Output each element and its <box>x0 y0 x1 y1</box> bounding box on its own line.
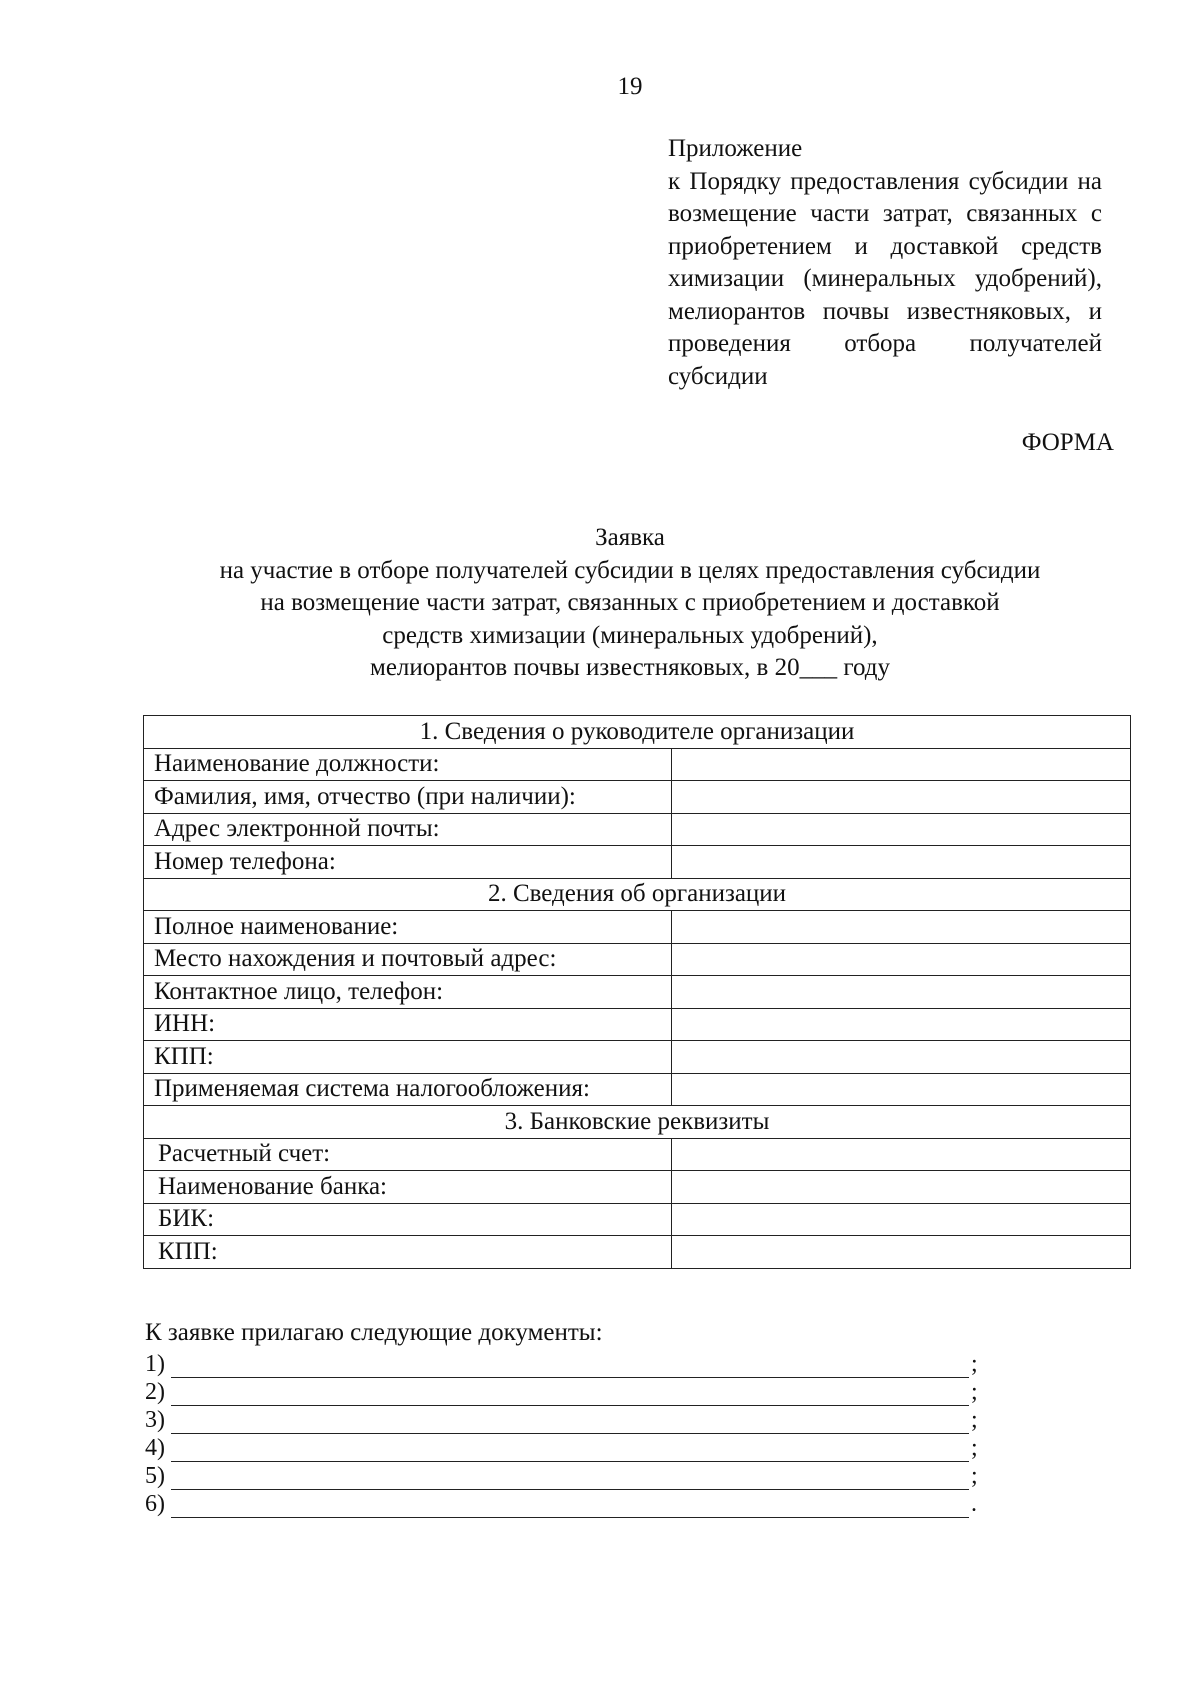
heading-line: мелиорантов почвы известняковых, в 20___ году <box>370 654 890 681</box>
attachment-item <box>145 1434 985 1462</box>
table-row <box>144 1203 1131 1236</box>
field-value-cell[interactable] <box>672 781 1131 814</box>
table-row <box>144 1041 1131 1074</box>
attachment-blank-line[interactable] <box>171 1355 969 1378</box>
section-header-row <box>144 716 1131 749</box>
table-row <box>144 748 1131 781</box>
table-row <box>144 943 1131 976</box>
attachment-number: 6) <box>145 1491 165 1517</box>
field-label: Фамилия, имя, отчество (при наличии): <box>144 781 672 814</box>
field-label: Расчетный счет: <box>144 1138 672 1171</box>
field-label: Наименование банка: <box>144 1171 672 1204</box>
attachment-end-mark: ; <box>971 1351 978 1377</box>
field-label: Полное наименование: <box>144 911 672 944</box>
attachment-number: 2) <box>145 1379 165 1405</box>
field-label: Номер телефона: <box>144 846 672 879</box>
field-label: Адрес электронной почты: <box>144 813 672 846</box>
table-row <box>144 976 1131 1009</box>
table-row <box>144 1138 1131 1171</box>
document-heading <box>140 522 1120 685</box>
table-row <box>144 1236 1131 1269</box>
field-value-cell[interactable] <box>672 976 1131 1009</box>
form-label: ФОРМА <box>1021 429 1114 456</box>
application-table <box>143 715 1131 1269</box>
attachments-list <box>145 1350 985 1518</box>
appendix-block <box>668 133 1102 393</box>
field-value-cell[interactable] <box>672 748 1131 781</box>
table-row <box>144 1008 1131 1041</box>
field-value-cell[interactable] <box>672 1203 1131 1236</box>
field-label: ИНН: <box>144 1008 672 1041</box>
field-label: БИК: <box>144 1203 672 1236</box>
section-header-row <box>144 1106 1131 1139</box>
field-label: Место нахождения и почтовый адрес: <box>144 943 672 976</box>
attachment-item <box>145 1378 985 1406</box>
field-value-cell[interactable] <box>672 846 1131 879</box>
table-row <box>144 846 1131 879</box>
field-value-cell[interactable] <box>672 1041 1131 1074</box>
attachment-item <box>145 1462 985 1490</box>
field-value-cell[interactable] <box>672 813 1131 846</box>
table-row <box>144 813 1131 846</box>
field-value-cell[interactable] <box>672 1171 1131 1204</box>
field-label: Наименование должности: <box>144 748 672 781</box>
attachment-end-mark: ; <box>971 1435 978 1461</box>
field-value-cell[interactable] <box>672 1008 1131 1041</box>
attachment-item <box>145 1350 985 1378</box>
field-value-cell[interactable] <box>672 1073 1131 1106</box>
attachment-end-mark: . <box>971 1491 977 1517</box>
attachment-item <box>145 1406 985 1434</box>
heading-line: средств химизации (минеральных удобрений), <box>382 621 878 649</box>
field-label: КПП: <box>144 1236 672 1269</box>
attachment-end-mark: ; <box>971 1407 978 1433</box>
attachment-blank-line[interactable] <box>171 1411 969 1434</box>
attachment-number: 5) <box>145 1463 165 1489</box>
field-value-cell[interactable] <box>672 1138 1131 1171</box>
attachment-end-mark: ; <box>971 1379 978 1405</box>
attachment-blank-line[interactable] <box>171 1439 969 1462</box>
field-value-cell[interactable] <box>672 1236 1131 1269</box>
field-label: КПП: <box>144 1041 672 1074</box>
section-title: 1. Сведения о руководителе организации <box>144 716 1131 749</box>
attachment-number: 3) <box>145 1407 165 1433</box>
attachment-number: 1) <box>145 1351 165 1377</box>
table-row <box>144 1073 1131 1106</box>
section-title: 3. Банковские реквизиты <box>144 1106 1131 1139</box>
heading-title: Заявка <box>595 524 665 551</box>
appendix-body: к Порядку предоставления субсидии на возмещение части затрат, связанных с приобретением и доставкой средств химизации (минеральных удобрений), мелиорантов почвы известняковых, и проведения отбора получателей субсидии <box>668 167 1102 390</box>
appendix-title: Приложение <box>668 135 803 162</box>
field-value-cell[interactable] <box>672 911 1131 944</box>
page-number: 19 <box>617 73 643 100</box>
attachments-title: К заявке прилагаю следующие документы: <box>145 1319 603 1346</box>
table-row <box>144 1171 1131 1204</box>
table-row <box>144 911 1131 944</box>
attachment-end-mark: ; <box>971 1463 978 1489</box>
attachment-item <box>145 1490 985 1518</box>
heading-line: на возмещение части затрат, связанных с приобретением и доставкой <box>260 589 1000 616</box>
field-label: Контактное лицо, телефон: <box>144 976 672 1009</box>
attachment-blank-line[interactable] <box>171 1383 969 1406</box>
heading-line: на участие в отборе получателей субсидии в целях предоставления субсидии <box>219 556 1041 584</box>
field-value-cell[interactable] <box>672 943 1131 976</box>
table-row <box>144 781 1131 814</box>
section-header-row <box>144 878 1131 911</box>
attachment-blank-line[interactable] <box>171 1495 969 1518</box>
attachment-number: 4) <box>145 1435 165 1461</box>
attachment-blank-line[interactable] <box>171 1467 969 1490</box>
section-title: 2. Сведения об организации <box>144 878 1131 911</box>
field-label: Применяемая система налогообложения: <box>144 1073 672 1106</box>
